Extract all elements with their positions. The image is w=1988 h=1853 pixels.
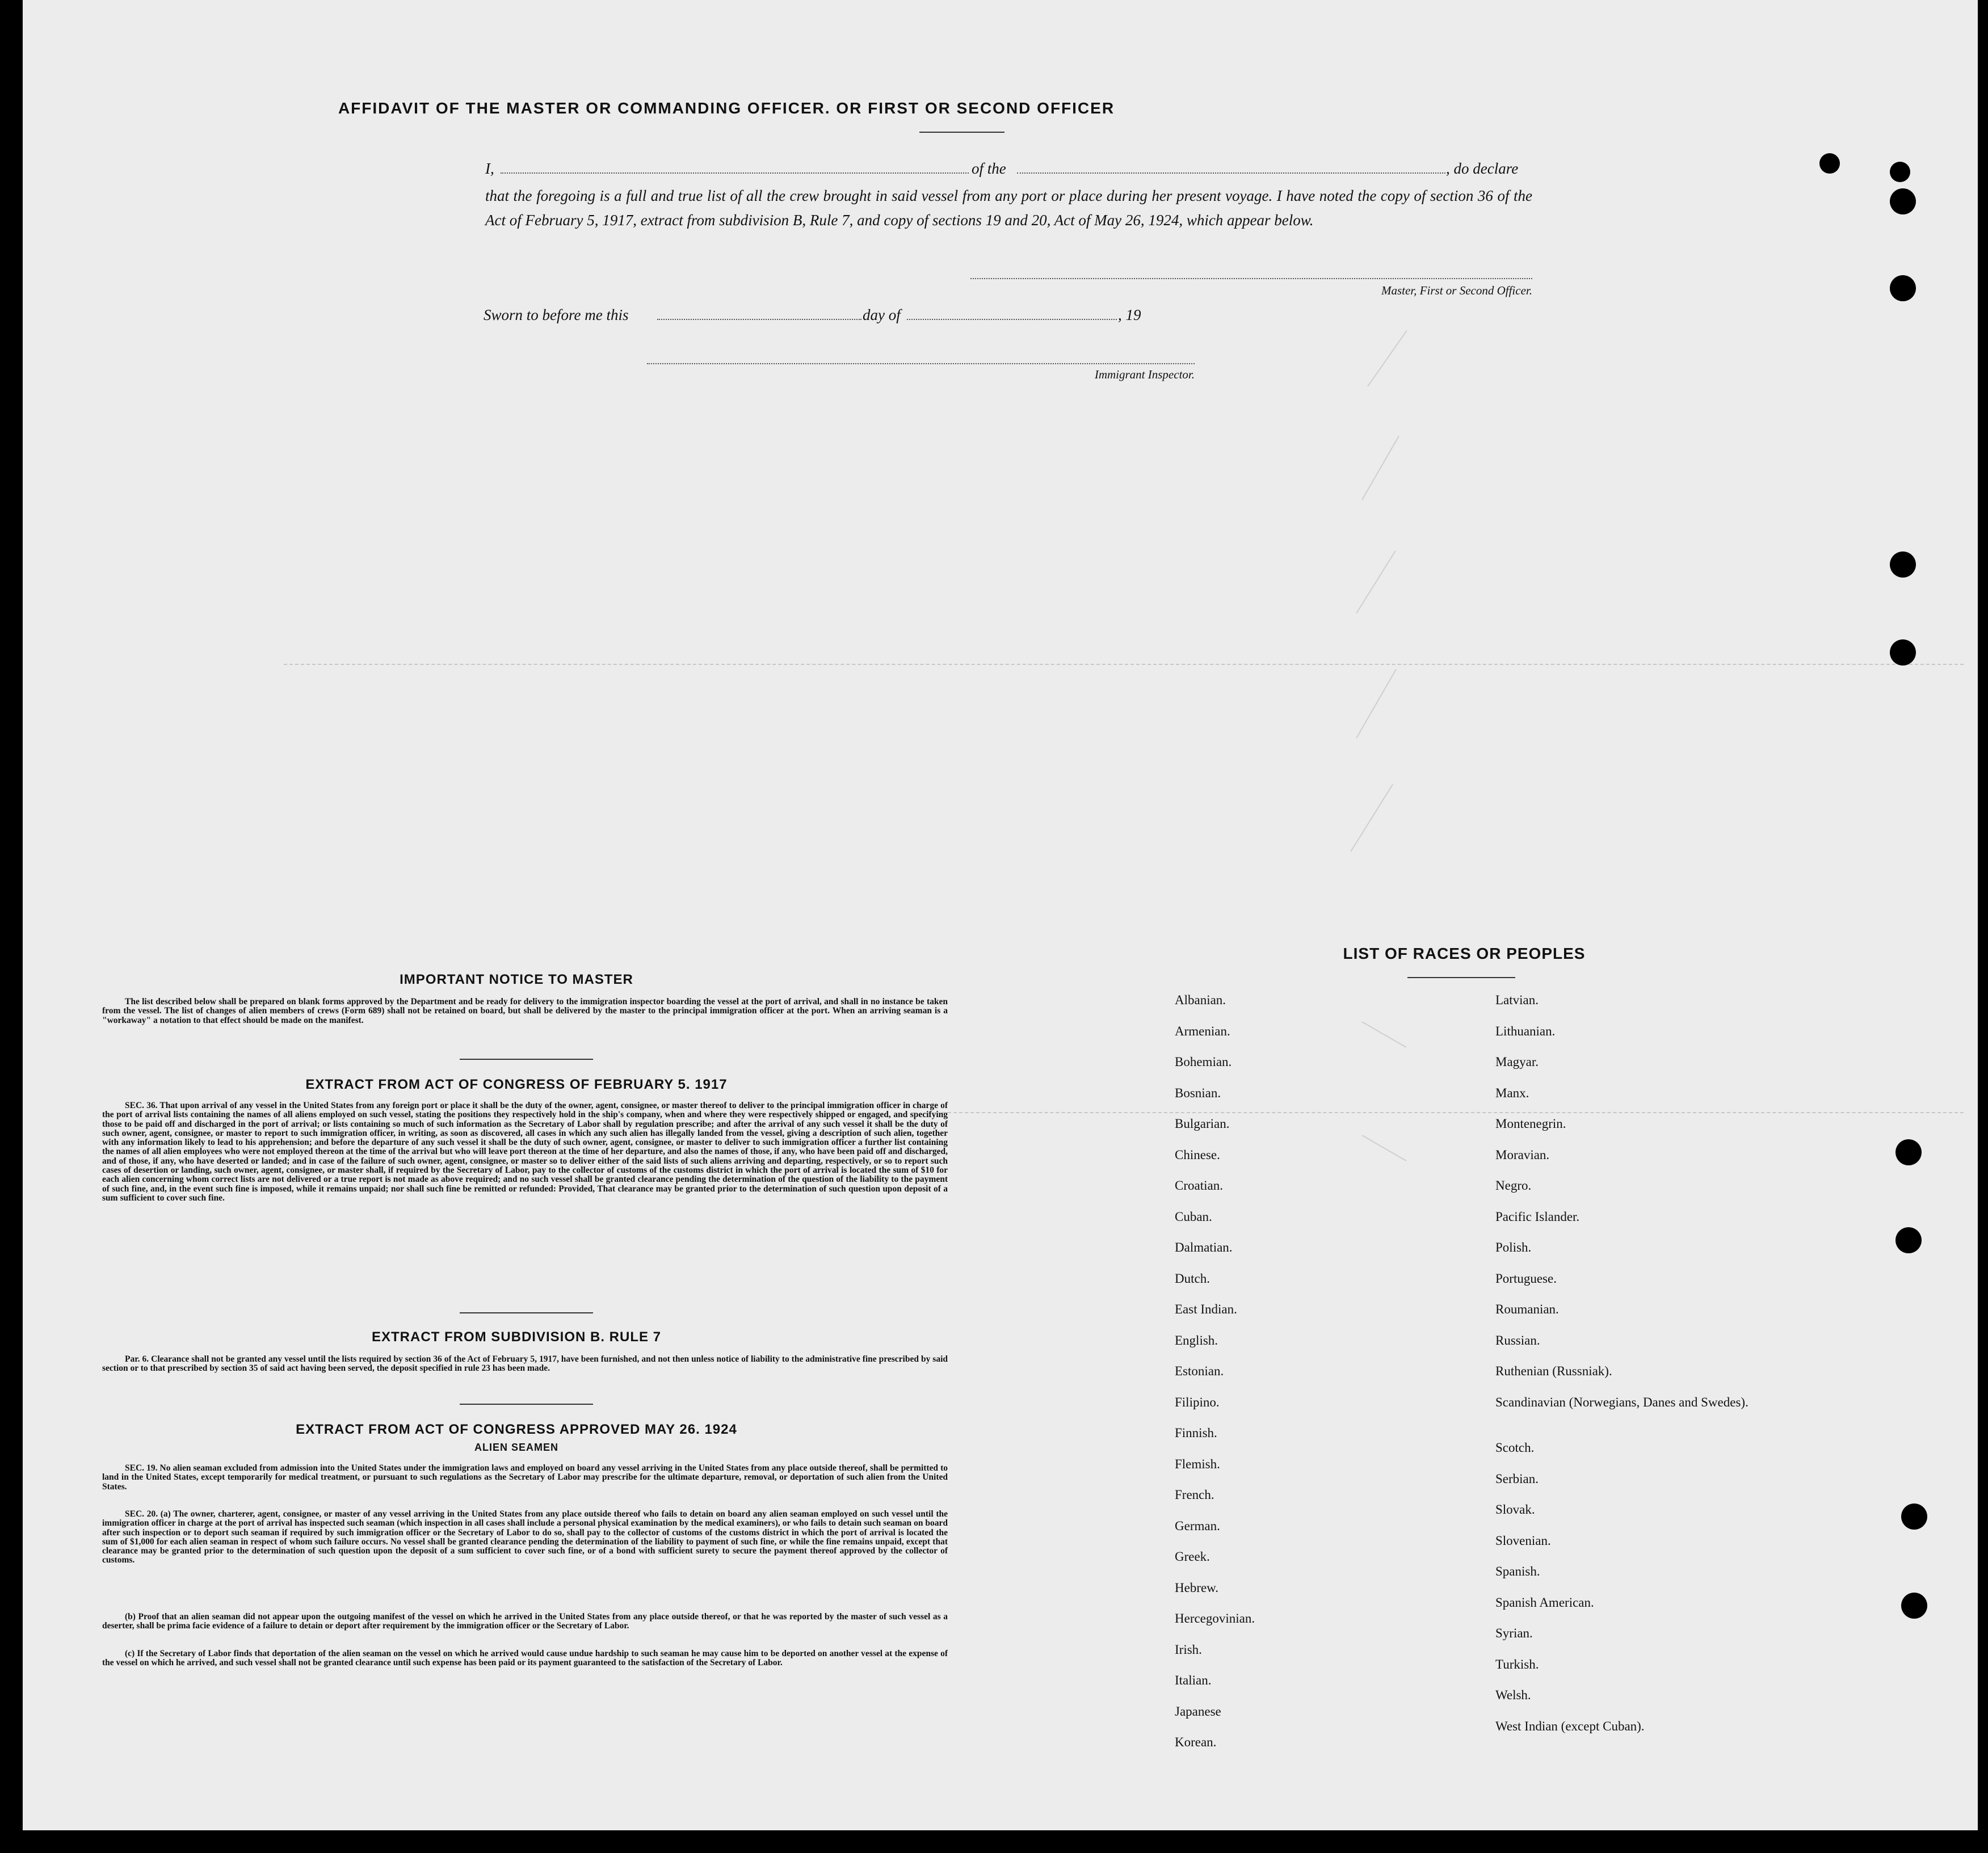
of-the-label: of the	[972, 160, 1006, 177]
title-rule	[919, 132, 1004, 133]
race-item: Serbian.	[1495, 1471, 1539, 1486]
race-item: English.	[1175, 1333, 1218, 1347]
race-item: Portuguese.	[1495, 1271, 1557, 1286]
bleed-through-tick	[1356, 669, 1397, 738]
race-item: Spanish American.	[1495, 1595, 1594, 1610]
race-item: Armenian.	[1175, 1024, 1230, 1038]
race-item: Magyar.	[1495, 1055, 1539, 1069]
notice-text: The list described below shall be prepared on blank forms approved by the Department and be ready for delivery to the immigration inspector boarding the vessel at the port of arrival, and shall in no instance be taken from the vessel. The list of changes of alien members of crews (Form 689) shall not be retained on board, but shall be delivered by the master to the principal immigration officer at the port. When an arriving seaman is a "workaway" a notation to that effect should be made on the manifest.	[102, 997, 948, 1025]
punch-hole	[1890, 162, 1910, 182]
bleed-through-tick	[1356, 550, 1396, 613]
race-item: Irish.	[1175, 1642, 1202, 1657]
race-item: Negro.	[1495, 1178, 1532, 1193]
inspector-signature-line[interactable]	[647, 352, 1195, 364]
bleed-through-tick	[1350, 784, 1393, 852]
race-item: Spanish.	[1495, 1564, 1540, 1578]
race-item: East Indian.	[1175, 1302, 1237, 1316]
sec-20a-text: SEC. 20. (a) The owner, charterer, agent, consignee, or master of any vessel arriving in the United States from any place outside thereof who fails to detain on board any alien seaman employed on such vessel until the immigration officer in charge at the port of arrival has inspected such seaman (which inspection in all cases shall include a personal physical examination by the medical examiners), or who fails to detain such seaman on board after such inspection or to deport such seaman if required by such immigration officer or the Secretary of Labor to do so, shall pay to the collector of customs of the customs district in which the port of arrival is located the sum of $1,000 for each alien seaman in respect of whom such failure occurs. No vessel shall be granted clearance pending the determination of the liability to payment of such fine, or while the fine remains unpaid, except that clearance may be granted prior to the determination of such question upon the deposit of a sum sufficient to cover such fine, or of a bond with sufficient surety to secure the payment thereof approved by the collector of customs.	[102, 1509, 948, 1565]
punch-hole	[1890, 188, 1916, 214]
rule-7-text: Par. 6. Clearance shall not be granted any vessel until the lists required by section 36 of the Act of February 5, 1917, have been furnished, and not then unless notice of liability to the administrative fine prescribed by said section or to that prescribed by section 35 of said act having been served, the deposit specified in rule 23 has been made.	[102, 1354, 948, 1374]
race-item: Hebrew.	[1175, 1580, 1219, 1595]
race-item: Albanian.	[1175, 993, 1226, 1007]
race-item: Lithuanian.	[1495, 1024, 1556, 1038]
race-item: Bosnian.	[1175, 1085, 1221, 1100]
sworn-prefix: Sworn to before me this	[484, 306, 629, 323]
affidavit-title: AFFIDAVIT OF THE MASTER OR COMMANDING OFFICER. OR FIRST OR SECOND OFFICER	[338, 99, 1115, 117]
race-item: Scandinavian (Norwegians, Danes and Swedes).	[1495, 1395, 1749, 1409]
sec-19-text: SEC. 19. No alien seaman excluded from admission into the United States under the immigration laws and employed on board any vessel arriving in the United States from any place outside thereof, shall be permitted to land in the United States, except temporarily for medical treatment, or pursuant to such regulations as the Secretary of Labor may prescribe for the ultimate departure, removal, or deportation of such alien from the United States.	[102, 1463, 948, 1492]
race-item: Polish.	[1495, 1240, 1532, 1254]
inspector-caption: Immigrant Inspector.	[1094, 368, 1195, 381]
race-item: Latvian.	[1495, 993, 1539, 1007]
year-label: , 19	[1118, 306, 1141, 323]
race-item: Welsh.	[1495, 1688, 1531, 1702]
race-item: German.	[1175, 1518, 1220, 1533]
race-item: Flemish.	[1175, 1456, 1220, 1471]
day-of-label: day of	[863, 306, 901, 323]
race-item: Manx.	[1495, 1085, 1529, 1100]
race-item: Hercegovinian.	[1175, 1611, 1255, 1625]
race-item: Roumanian.	[1495, 1302, 1559, 1316]
race-item: Syrian.	[1495, 1626, 1533, 1640]
race-item: Dutch.	[1175, 1271, 1210, 1286]
race-item: Scotch.	[1495, 1441, 1535, 1455]
race-item: Finnish.	[1175, 1426, 1217, 1440]
bleed-through-tick	[1367, 330, 1407, 386]
bleed-through-line	[942, 1112, 1964, 1113]
race-item: Russian.	[1495, 1333, 1540, 1347]
affidavit-line-i: I,	[485, 160, 494, 177]
name-blank[interactable]	[501, 161, 969, 174]
declare-label: , do declare	[1446, 160, 1519, 177]
races-title-rule	[1407, 977, 1515, 978]
sworn-day-blank[interactable]	[657, 308, 861, 320]
race-item: French.	[1175, 1488, 1214, 1502]
punch-hole	[1895, 1227, 1922, 1253]
section-rule	[460, 1312, 593, 1313]
race-item: Pacific Islander.	[1495, 1209, 1580, 1224]
race-item: Filipino.	[1175, 1395, 1220, 1409]
sec-20b-text: (b) Proof that an alien seaman did not appear upon the outgoing manifest of the vessel on which he arrived in the United States from any place outside thereof, or that he was reported by the master of such vessel as a deserter, shall be prima facie evidence of a failure to detain or deport after requirement by the immigration officer or the Secretary of Labor.	[102, 1612, 948, 1631]
race-item: Chinese.	[1175, 1147, 1220, 1162]
race-item: Bulgarian.	[1175, 1117, 1230, 1131]
race-item: Bohemian.	[1175, 1055, 1232, 1069]
affidavit-body: that the foregoing is a full and true list of all the crew brought in said vessel from any port or place during her present voyage. I have noted the copy of section 36 of the Act of February 5, 1917, extract from subdivision B, Rule 7, and copy of sections 19 and 20, Act of May 26, 1924, which appear below.	[485, 187, 1532, 229]
sec-20c-text: (c) If the Secretary of Labor finds that deportation of the alien seaman on the vessel on which he arrived would cause undue hardship to such seaman he may cause him to be deported on another vessel at the expense of the vessel on which he arrived, and such vessel shall not be granted clearance until such expense has been paid or its payment guaranteed to the satisfaction of the Secretary of Labor.	[102, 1649, 948, 1668]
race-item: Montenegrin.	[1495, 1117, 1566, 1131]
punch-hole	[1901, 1504, 1927, 1530]
races-title: LIST OF RACES OR PEOPLES	[1343, 945, 1586, 962]
race-item: Italian.	[1175, 1673, 1212, 1687]
punch-hole	[1895, 1139, 1922, 1165]
act-1917-title: EXTRACT FROM ACT OF CONGRESS OF FEBRUARY 5. 1917	[305, 1077, 728, 1092]
act-1917-text: SEC. 36. That upon arrival of any vessel in the United States from any foreign port or place it shall be the duty of the owner, agent, consignee, or master thereof to deliver to the principal immigration officer in charge of the port of arrival lists containing the names of all aliens employed on such vessel, stating the positions they respectively hold in the ship's company, when and where they were respectively shipped or engaged, and specifying those to be paid off and discharged in the port of arrival; or lists containing so much of such information as the Secretary of Labor shall by regulation prescribe; and after the arrival of any such vessel it shall be the duty of such owner, agent, consignee, or master to report to such immigration officer, in writing, as soon as discovered, all cases in which any such alien has illegally landed from the vessel, giving a description of such alien, together with any information likely to lead to his apprehension; and before the departure of any such vessel it shall be the duty of such owner, agent, consignee, or master to deliver to such immigration officer a further list containing the names of all alien employees who were not employed thereon at the time of the arrival but who will leave port thereon at the time of her departure, and also the names of those, if any, who have been paid off and discharged, and of those, if any, who have deserted or landed; and in case of the failure of such owner, agent, consignee, or master so to deliver either of the said lists of such aliens arriving and departing, respectively, or so to report such cases of desertion or landing, such owner, agent, consignee, or master shall, if required by the Secretary of Labor, pay to the collector of customs of the customs district in which the port of arrival is located the sum of $10 for each alien concerning whom correct lists are not delivered or a true report is not made as above required; and no such vessel shall be granted clearance pending the determination of the question of the liability to the payment of such fine, and, in the event such fine is imposed, while it remains unpaid; nor shall such fine be remitted or refunded: Provided, That clearance may be granted prior to the determination of such question upon deposit of a sum sufficient to cover such fine.	[102, 1101, 948, 1203]
race-item: Estonian.	[1175, 1364, 1224, 1378]
rule-7-title: EXTRACT FROM SUBDIVISION B. RULE 7	[371, 1329, 662, 1345]
sworn-month-blank[interactable]	[907, 308, 1117, 320]
race-item: Croatian.	[1175, 1178, 1223, 1193]
race-item: Turkish.	[1495, 1657, 1539, 1671]
section-rule	[460, 1404, 593, 1405]
race-item: Greek.	[1175, 1549, 1210, 1564]
vessel-blank[interactable]	[1017, 161, 1445, 174]
race-item: Ruthenian (Russniak).	[1495, 1364, 1612, 1378]
bleed-through-tick	[1361, 436, 1399, 500]
master-caption: Master, First or Second Officer.	[1381, 284, 1532, 297]
race-item: Korean.	[1175, 1735, 1217, 1749]
section-rule	[460, 1059, 593, 1060]
notice-title: IMPORTANT NOTICE TO MASTER	[400, 972, 633, 987]
race-item: Slovenian.	[1495, 1533, 1551, 1548]
act-1924-title: EXTRACT FROM ACT OF CONGRESS APPROVED MAY 26. 1924	[296, 1422, 737, 1437]
bleed-through-line	[284, 664, 1964, 665]
punch-hole	[1901, 1593, 1927, 1619]
punch-hole	[1890, 639, 1916, 666]
master-signature-line[interactable]	[970, 267, 1532, 279]
punch-hole	[1890, 275, 1916, 301]
punch-hole	[1819, 153, 1840, 174]
race-item: West Indian (except Cuban).	[1495, 1719, 1645, 1733]
alien-seamen-subtitle: ALIEN SEAMEN	[474, 1442, 558, 1453]
race-item: Moravian.	[1495, 1147, 1550, 1162]
document-page	[23, 0, 1978, 1830]
race-item: Japanese	[1175, 1704, 1221, 1719]
punch-hole	[1890, 551, 1916, 578]
race-item: Dalmatian.	[1175, 1240, 1233, 1254]
race-item: Slovak.	[1495, 1502, 1535, 1517]
race-item: Cuban.	[1175, 1209, 1212, 1224]
